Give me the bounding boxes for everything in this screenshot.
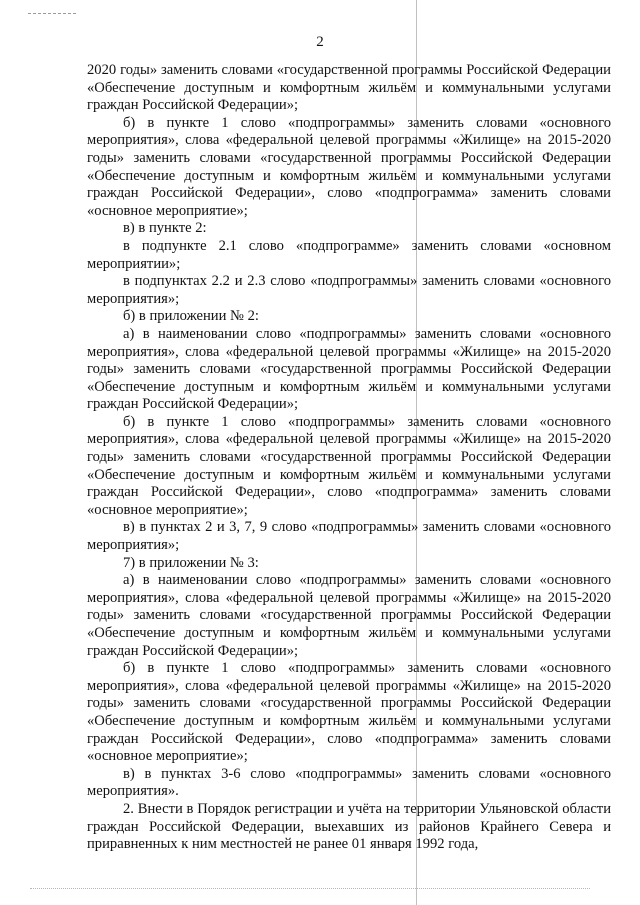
paragraph: в) в пункте 2: <box>123 220 207 237</box>
paragraph-continuation: 2020 годы» заменить словами «государственной программы Российской Федерации «Обеспечение доступным и комфортным жильём и коммунальными услугами граждан Российской Федерации»; <box>87 62 611 114</box>
paragraph: в подпункте 2.1 слово «подпрограмме» заменить словами «основном мероприятии»; <box>87 237 611 272</box>
page-number: 2 <box>316 34 324 50</box>
paragraph: а) в наименовании слово «подпрограммы» заменить словами «основного мероприятия», слова «федеральной целевой программы «Жилище» на 2015-2020 годы» заменить словами «государственной программы Российской Федерации «Обеспечение доступным и комфортным жильём и коммунальными услугами граждан Российской Федерации»; <box>87 325 611 413</box>
paragraph: 7) в приложении № 3: <box>123 554 259 571</box>
paragraph: в) в пунктах 3-6 слово «подпрограммы» заменить словами «основного мероприятия». <box>87 765 611 800</box>
paragraph: б) в приложении № 2: <box>123 308 259 325</box>
scan-artifact-top <box>28 13 76 15</box>
paragraph: б) в пункте 1 слово «подпрограммы» заменить словами «основного мероприятия», слова «федеральной целевой программы «Жилище» на 2015-2020 годы» заменить словами «государственной программы Российской Федерации «Обеспечение доступным и комфортным жильём и коммунальными услугами граждан Российской Федерации», слово «подпрограмма» заменить словами «основное мероприятие»; <box>87 413 611 518</box>
paragraph: а) в наименовании слово «подпрограммы» заменить словами «основного мероприятия», слова «федеральной целевой программы «Жилище» на 2015-2020 годы» заменить словами «государственной программы Российской Федерации «Обеспечение доступным и комфортным жильём и коммунальными услугами граждан Российской Федерации»; <box>87 572 611 659</box>
document-body <box>87 62 611 854</box>
paragraph: б) в пункте 1 слово «подпрограммы» заменить словами «основного мероприятия», слова «федеральной целевой программы «Жилище» на 2015-2020 годы» заменить словами «государственной программы Российской Федерации «Обеспечение доступным и комфортным жильём и коммунальными услугами граждан Российской Федерации», слово «подпрограмма» заменить словами «основное мероприятие»; <box>87 114 611 219</box>
paragraph: в) в пунктах 2 и 3, 7, 9 слово «подпрограммы» заменить словами «основного мероприятия»; <box>87 519 611 554</box>
paragraph: б) в пункте 1 слово «подпрограммы» заменить словами «основного мероприятия», слова «федеральной целевой программы «Жилище» на 2015-2020 годы» заменить словами «государственной программы Российской Федерации «Обеспечение доступным и комфортным жильём и коммунальными услугами граждан Российской Федерации», слово «подпрограмма» заменить словами «основное мероприятие»; <box>87 660 611 765</box>
scan-artifact-bottom <box>30 888 590 890</box>
paragraph: 2. Внести в Порядок регистрации и учёта на территории Ульяновской области граждан Российской Федерации, выехавших из районов Крайнего Севера и приравненных к ним местностей не ранее 01 января 1992 года, <box>87 800 611 853</box>
paragraph: в подпунктах 2.2 и 2.3 слово «подпрограммы» заменить словами «основного мероприятия»; <box>87 273 611 307</box>
